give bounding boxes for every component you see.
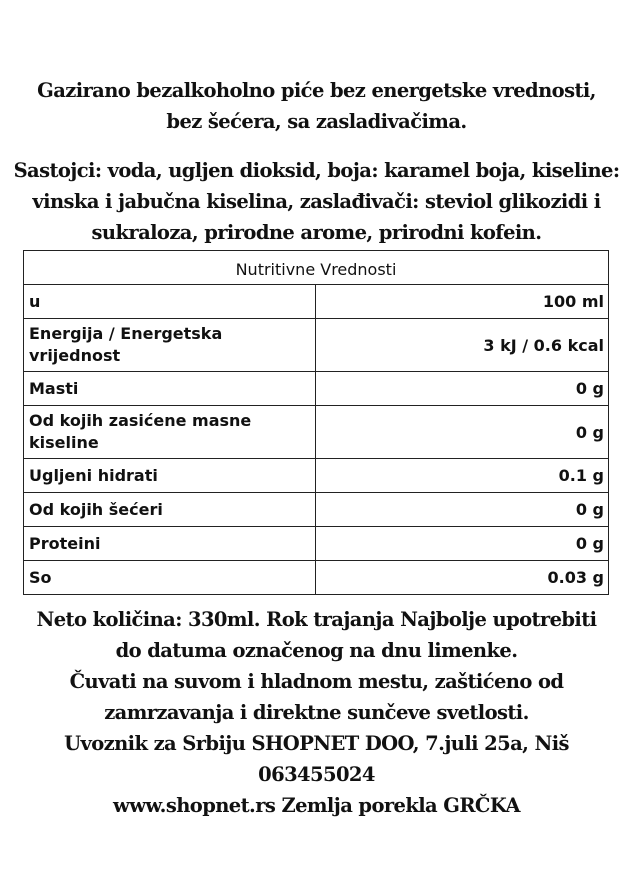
nutrient-value: 0 g [575, 422, 604, 442]
description-line: bez šećera, sa zasladivačima. [166, 110, 467, 133]
table-row [24, 319, 608, 372]
table-row [24, 372, 608, 406]
nutrition-table [23, 250, 609, 595]
phone-line: 063455024 [258, 763, 375, 786]
table-row [24, 406, 608, 459]
website-origin-line: www.shopnet.rs Zemlja porekla GRČKA [113, 794, 520, 817]
nutrient-value: 0 g [575, 534, 604, 553]
ingredients-line: vinska i jabučna kiselina, zaslađivači: steviol glikozidi i [32, 190, 601, 213]
table-row [24, 493, 608, 527]
nutrient-name: Od kojih zasićene masne kiseline [24, 406, 316, 458]
nutrient-name: Ugljeni hidrati [24, 459, 316, 492]
nutrition-table-title: Nutritivne Vrednosti [24, 251, 608, 285]
nutrient-name: So [24, 561, 316, 594]
nutrient-value: 0 g [575, 500, 604, 519]
nutrient-value: 3 kJ / 0.6 kcal [483, 335, 604, 355]
ingredients-line: Sastojci: voda, ugljen dioksid, boja: karamel boja, kiseline: [13, 159, 620, 182]
product-description [0, 75, 633, 137]
nutrient-name: Proteini [24, 527, 316, 560]
nutrient-value: 0.03 g [547, 568, 604, 587]
nutrient-value: 0 g [575, 379, 604, 398]
storage-line: zamrzavanja i direktne sunčeve svetlosti. [104, 701, 529, 724]
nutrient-name: Energija / Energetska vrijednost [24, 319, 316, 371]
ingredients-line: sukraloza, prirodne arome, prirodni kofein. [91, 221, 542, 244]
table-row [24, 527, 608, 561]
nutrient-value: 0.1 g [558, 466, 604, 485]
nutrient-name: Od kojih šećeri [24, 493, 316, 526]
net-quantity-line: Neto količina: 330ml. Rok trajanja Najbolje upotrebiti [36, 608, 597, 631]
best-before-line: do datuma označenog na dnu limenke. [115, 639, 518, 662]
storage-line: Čuvati na suvom i hladnom mestu, zaštićeno od [69, 670, 564, 693]
description-line: Gazirano bezalkoholno piće bez energetske vrednosti, [37, 79, 596, 102]
importer-line: Uvoznik za Srbiju SHOPNET DOO, 7.juli 25a, Niš [64, 732, 569, 755]
nutrient-value: 100 ml [542, 292, 604, 311]
nutrient-name: u [24, 285, 316, 318]
table-row [24, 561, 608, 594]
table-row [24, 285, 608, 319]
footer-info [0, 604, 633, 821]
table-row [24, 459, 608, 493]
ingredients-text [0, 155, 633, 248]
nutrient-name: Masti [24, 372, 316, 405]
